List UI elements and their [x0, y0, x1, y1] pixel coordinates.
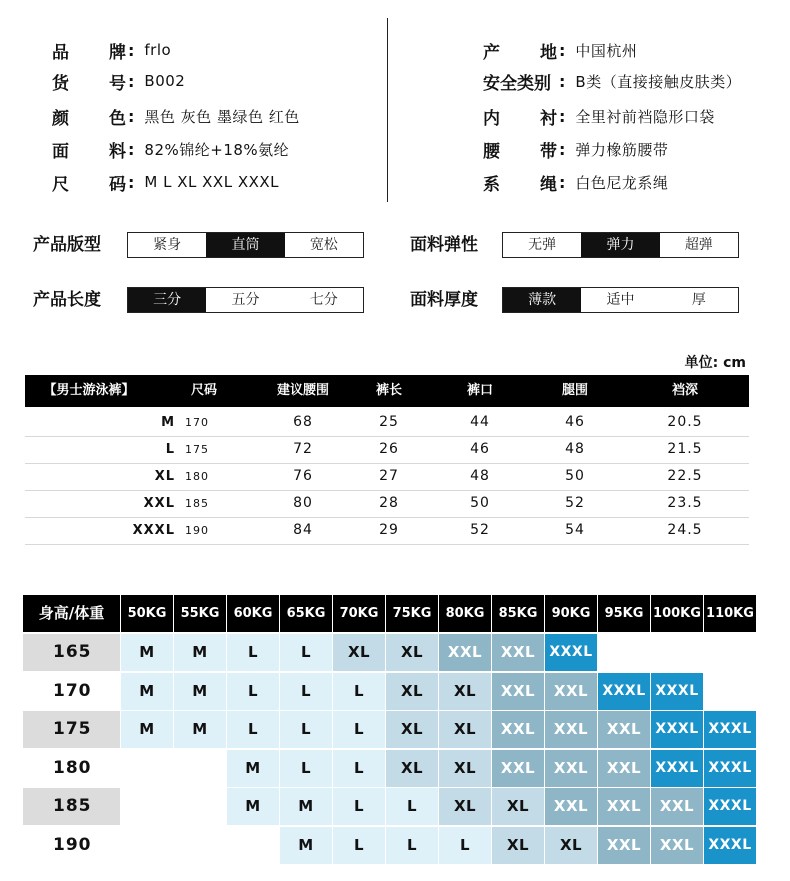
info-colon: :: [559, 40, 566, 60]
info-label-char: 产: [483, 42, 500, 63]
info-label-char: 号: [109, 73, 126, 94]
attribute-selector: [127, 287, 364, 313]
info-colon: :: [559, 71, 566, 91]
attribute-option: 无弹: [528, 237, 557, 253]
size-table-header-cell: 尺码: [190, 383, 217, 398]
size-table-size: XXXL: [132, 523, 175, 538]
size-grid-cell: L: [280, 673, 332, 710]
size-grid-weight-header: 95KG: [598, 595, 650, 632]
size-grid-cell: XXXL: [545, 634, 597, 671]
size-grid-height: 175: [23, 711, 120, 748]
size-table-height: 180: [185, 470, 209, 483]
size-table-cell: 20.5: [667, 414, 703, 430]
info-label-char: 码: [109, 174, 126, 195]
size-grid-cell: XXXL: [704, 711, 756, 748]
size-table-header-cell: 建议腰围: [276, 383, 329, 398]
size-table-cell: 28: [379, 495, 399, 511]
size-grid-weight-header: 55KG: [174, 595, 226, 632]
info-label-char: 腰: [483, 141, 500, 162]
info-value: B002: [144, 72, 186, 90]
info-value: M L XL XXL XXXL: [144, 173, 280, 191]
info-value: 白色尼龙系绳: [575, 173, 669, 192]
size-grid-weight-header: 50KG: [121, 595, 173, 632]
size-grid-height: 180: [23, 750, 120, 787]
size-grid-cell: XXL: [439, 634, 491, 671]
attribute-option: 宽松: [309, 237, 338, 253]
size-grid-cell: XL: [386, 711, 438, 748]
size-table-row: [25, 409, 749, 437]
size-table-height: 175: [185, 443, 209, 456]
size-table-cell: 50: [565, 468, 585, 484]
attribute-option: 薄款: [503, 288, 581, 312]
attribute-option: 七分: [309, 292, 338, 308]
size-grid-cell: XXXL: [704, 750, 756, 787]
info-value: 弹力橡筋腰带: [575, 140, 669, 159]
size-grid-weight-header: 100KG: [651, 595, 703, 632]
info-label-char: 尺: [52, 174, 69, 195]
size-grid-cell: L: [333, 788, 385, 825]
size-grid-cell: XXXL: [704, 788, 756, 825]
size-grid-cell: XXL: [545, 711, 597, 748]
attribute-option: 紧身: [153, 237, 182, 253]
size-grid-cell: XXL: [598, 750, 650, 787]
size-table-header-cell: 【男士游泳裤】: [43, 383, 135, 398]
size-grid-cell: M: [227, 788, 279, 825]
unit-label: 单位: cm: [684, 355, 746, 371]
size-grid-weight-header: 85KG: [492, 595, 544, 632]
size-grid-weight-header: 80KG: [439, 595, 491, 632]
info-label-char: 色: [109, 108, 126, 129]
size-table-cell: 25: [379, 414, 399, 430]
info-value: frlo: [144, 41, 172, 59]
size-table-cell: 21.5: [667, 441, 703, 457]
size-table-cell: 24.5: [667, 522, 703, 538]
attribute-selector: [502, 232, 739, 258]
info-colon: :: [128, 71, 135, 91]
attribute-option: 超弹: [684, 237, 713, 253]
info-label: [483, 104, 557, 129]
size-grid-cell: M: [121, 711, 173, 748]
size-grid-cell: L: [386, 827, 438, 864]
info-value: 全里衬前裆隐形口袋: [575, 107, 715, 126]
info-label-char: 绳: [540, 174, 557, 195]
info-row-l: [52, 137, 289, 161]
size-grid-weight-header: 70KG: [333, 595, 385, 632]
size-table-cell: 27: [379, 468, 399, 484]
size-table-cell: 72: [293, 441, 313, 457]
size-grid-cell: L: [386, 788, 438, 825]
size-grid-cell: L: [333, 711, 385, 748]
info-label-char: 地: [540, 42, 557, 63]
size-grid-height: 170: [23, 673, 120, 710]
size-grid-cell: XXXL: [651, 673, 703, 710]
attribute-option: 适中: [606, 292, 635, 308]
info-label-char: 料: [109, 141, 126, 162]
size-grid-cell: L: [280, 750, 332, 787]
info-value: 黑色 灰色 墨绿色 红色: [144, 107, 300, 126]
info-label: [483, 170, 557, 195]
info-label-char: 安全类别: [483, 73, 551, 94]
size-grid-cell: L: [333, 827, 385, 864]
size-grid-cell: XXXL: [598, 673, 650, 710]
size-grid-cell: L: [227, 634, 279, 671]
info-row-r: [483, 170, 668, 194]
info-row-r: [483, 38, 637, 62]
size-grid-cell: L: [333, 750, 385, 787]
info-colon: :: [559, 139, 566, 159]
size-grid-cell: XL: [386, 750, 438, 787]
size-table-size: L: [165, 442, 175, 457]
size-grid-cell: XXL: [598, 788, 650, 825]
attribute-selector: [502, 287, 739, 313]
attribute-option: 弹力: [581, 233, 659, 257]
size-grid-weight-header: 110KG: [704, 595, 756, 632]
info-label-char: 衬: [540, 108, 557, 129]
size-table-cell: 46: [470, 441, 490, 457]
size-table-cell: 84: [293, 522, 313, 538]
attribute-option: 直筒: [206, 233, 284, 257]
size-grid-cell: L: [439, 827, 491, 864]
size-grid-cell: M: [174, 673, 226, 710]
size-grid-cell: XXL: [492, 750, 544, 787]
size-grid-weight-header: 90KG: [545, 595, 597, 632]
attribute-label: 产品版型: [33, 235, 101, 255]
size-grid-cell: XXL: [598, 827, 650, 864]
size-grid-cell: XXL: [492, 634, 544, 671]
info-colon: :: [559, 106, 566, 126]
size-grid-cell: XL: [439, 673, 491, 710]
size-table-header-cell: 裤口: [466, 383, 493, 398]
size-grid-cell: M: [174, 711, 226, 748]
size-table-cell: 22.5: [667, 468, 703, 484]
size-table-cell: 54: [565, 522, 585, 538]
size-grid-height: 165: [23, 634, 120, 671]
size-grid-cell: XL: [545, 827, 597, 864]
size-table-row: [25, 463, 749, 491]
info-value: B类（直接接触皮肤类）: [575, 72, 742, 91]
size-table-header-cell: 裤长: [375, 383, 402, 398]
size-grid-cell: XXL: [651, 788, 703, 825]
size-table-cell: 44: [470, 414, 490, 430]
size-grid-weight-header: 75KG: [386, 595, 438, 632]
size-grid-cell: XL: [333, 634, 385, 671]
info-value: 中国杭州: [575, 41, 638, 60]
size-grid-cell: M: [174, 634, 226, 671]
size-grid-cell: L: [227, 673, 279, 710]
info-divider: [387, 18, 388, 202]
info-label-char: 面: [52, 141, 69, 162]
info-label: [483, 137, 557, 162]
size-grid-cell: M: [121, 673, 173, 710]
size-grid-cell: M: [280, 788, 332, 825]
size-table-header-cell: 腿围: [561, 383, 588, 398]
size-table-size: M: [161, 415, 175, 430]
size-table-cell: 50: [470, 495, 490, 511]
size-grid-cell: XL: [492, 788, 544, 825]
info-label-char: 品: [52, 42, 69, 63]
info-label-char: 牌: [109, 42, 126, 63]
size-table-cell: 46: [565, 414, 585, 430]
info-value: 82%锦纶+18%氨纶: [144, 140, 290, 159]
attribute-label: 面料厚度: [410, 290, 478, 310]
size-table-row: [25, 490, 749, 518]
info-row-l: [52, 104, 300, 128]
info-label-char: 系: [483, 174, 500, 195]
size-grid-cell: XXXL: [651, 711, 703, 748]
info-label-char: 货: [52, 73, 69, 94]
size-table-row: [25, 517, 749, 545]
size-table-cell: 26: [379, 441, 399, 457]
size-table-height: 190: [185, 524, 209, 537]
size-grid-cell: XL: [386, 673, 438, 710]
size-grid-cell: XXXL: [704, 827, 756, 864]
size-grid-cell: XXL: [492, 673, 544, 710]
info-label: [52, 38, 126, 63]
info-label: [483, 69, 557, 94]
info-row-l: [52, 69, 185, 93]
size-grid-height: 190: [23, 827, 120, 864]
size-table-cell: 48: [470, 468, 490, 484]
attribute-label: 产品长度: [33, 290, 101, 310]
size-table-size: XL: [154, 469, 175, 484]
size-grid-cell: L: [280, 634, 332, 671]
info-label: [52, 137, 126, 162]
size-grid-cell: M: [227, 750, 279, 787]
size-grid-weight-header: 60KG: [227, 595, 279, 632]
size-grid-cell: XXL: [598, 711, 650, 748]
size-table-cell: 48: [565, 441, 585, 457]
attribute-selector: [127, 232, 364, 258]
attribute-label: 面料弹性: [410, 235, 478, 255]
info-label: [52, 69, 126, 94]
size-grid-cell: XL: [439, 750, 491, 787]
size-grid-cell: XL: [439, 788, 491, 825]
info-colon: :: [128, 172, 135, 192]
size-table-height: 185: [185, 497, 209, 510]
size-table-cell: 76: [293, 468, 313, 484]
size-table-cell: 80: [293, 495, 313, 511]
size-grid-height: 185: [23, 788, 120, 825]
info-label-char: 内: [483, 108, 500, 129]
size-grid-weight-header: 65KG: [280, 595, 332, 632]
info-label: [483, 38, 557, 63]
size-grid-cell: XL: [439, 711, 491, 748]
attribute-option: 三分: [128, 288, 206, 312]
size-grid-cell: XXL: [492, 711, 544, 748]
size-table-cell: 52: [565, 495, 585, 511]
info-label: [52, 170, 126, 195]
info-row-r: [483, 137, 668, 161]
size-grid-cell: M: [280, 827, 332, 864]
size-grid-cell: XXL: [545, 788, 597, 825]
size-table-row: [25, 436, 749, 464]
info-label-char: 颜: [52, 108, 69, 129]
size-table-header-cell: 裆深: [671, 383, 698, 398]
attribute-option: 厚: [691, 292, 706, 308]
size-grid-cell: L: [333, 673, 385, 710]
info-row-r: [483, 104, 715, 128]
size-grid-cell: L: [227, 711, 279, 748]
size-table-height: 170: [185, 416, 209, 429]
size-grid-cell: XL: [386, 634, 438, 671]
info-row-l: [52, 170, 279, 194]
size-grid-cell: XL: [492, 827, 544, 864]
size-table-cell: 52: [470, 522, 490, 538]
info-colon: :: [559, 172, 566, 192]
size-grid-cell: XXXL: [651, 750, 703, 787]
info-label-char: 带: [540, 141, 557, 162]
size-table-size: XXL: [143, 496, 175, 511]
info-colon: :: [128, 139, 135, 159]
size-table-header: [25, 375, 749, 407]
info-row-l: [52, 38, 171, 62]
info-colon: :: [128, 40, 135, 60]
size-grid-corner: 身高/体重: [23, 595, 120, 632]
size-table-cell: 68: [293, 414, 313, 430]
info-label: [52, 104, 126, 129]
attribute-option: 五分: [231, 292, 260, 308]
size-table-cell: 29: [379, 522, 399, 538]
size-grid-cell: M: [121, 634, 173, 671]
info-colon: :: [128, 106, 135, 126]
size-table-cell: 23.5: [667, 495, 703, 511]
size-grid-cell: XXL: [651, 827, 703, 864]
size-grid-cell: XXL: [545, 673, 597, 710]
info-row-r: [483, 69, 741, 93]
size-grid-cell: L: [280, 711, 332, 748]
size-grid-cell: XXL: [545, 750, 597, 787]
